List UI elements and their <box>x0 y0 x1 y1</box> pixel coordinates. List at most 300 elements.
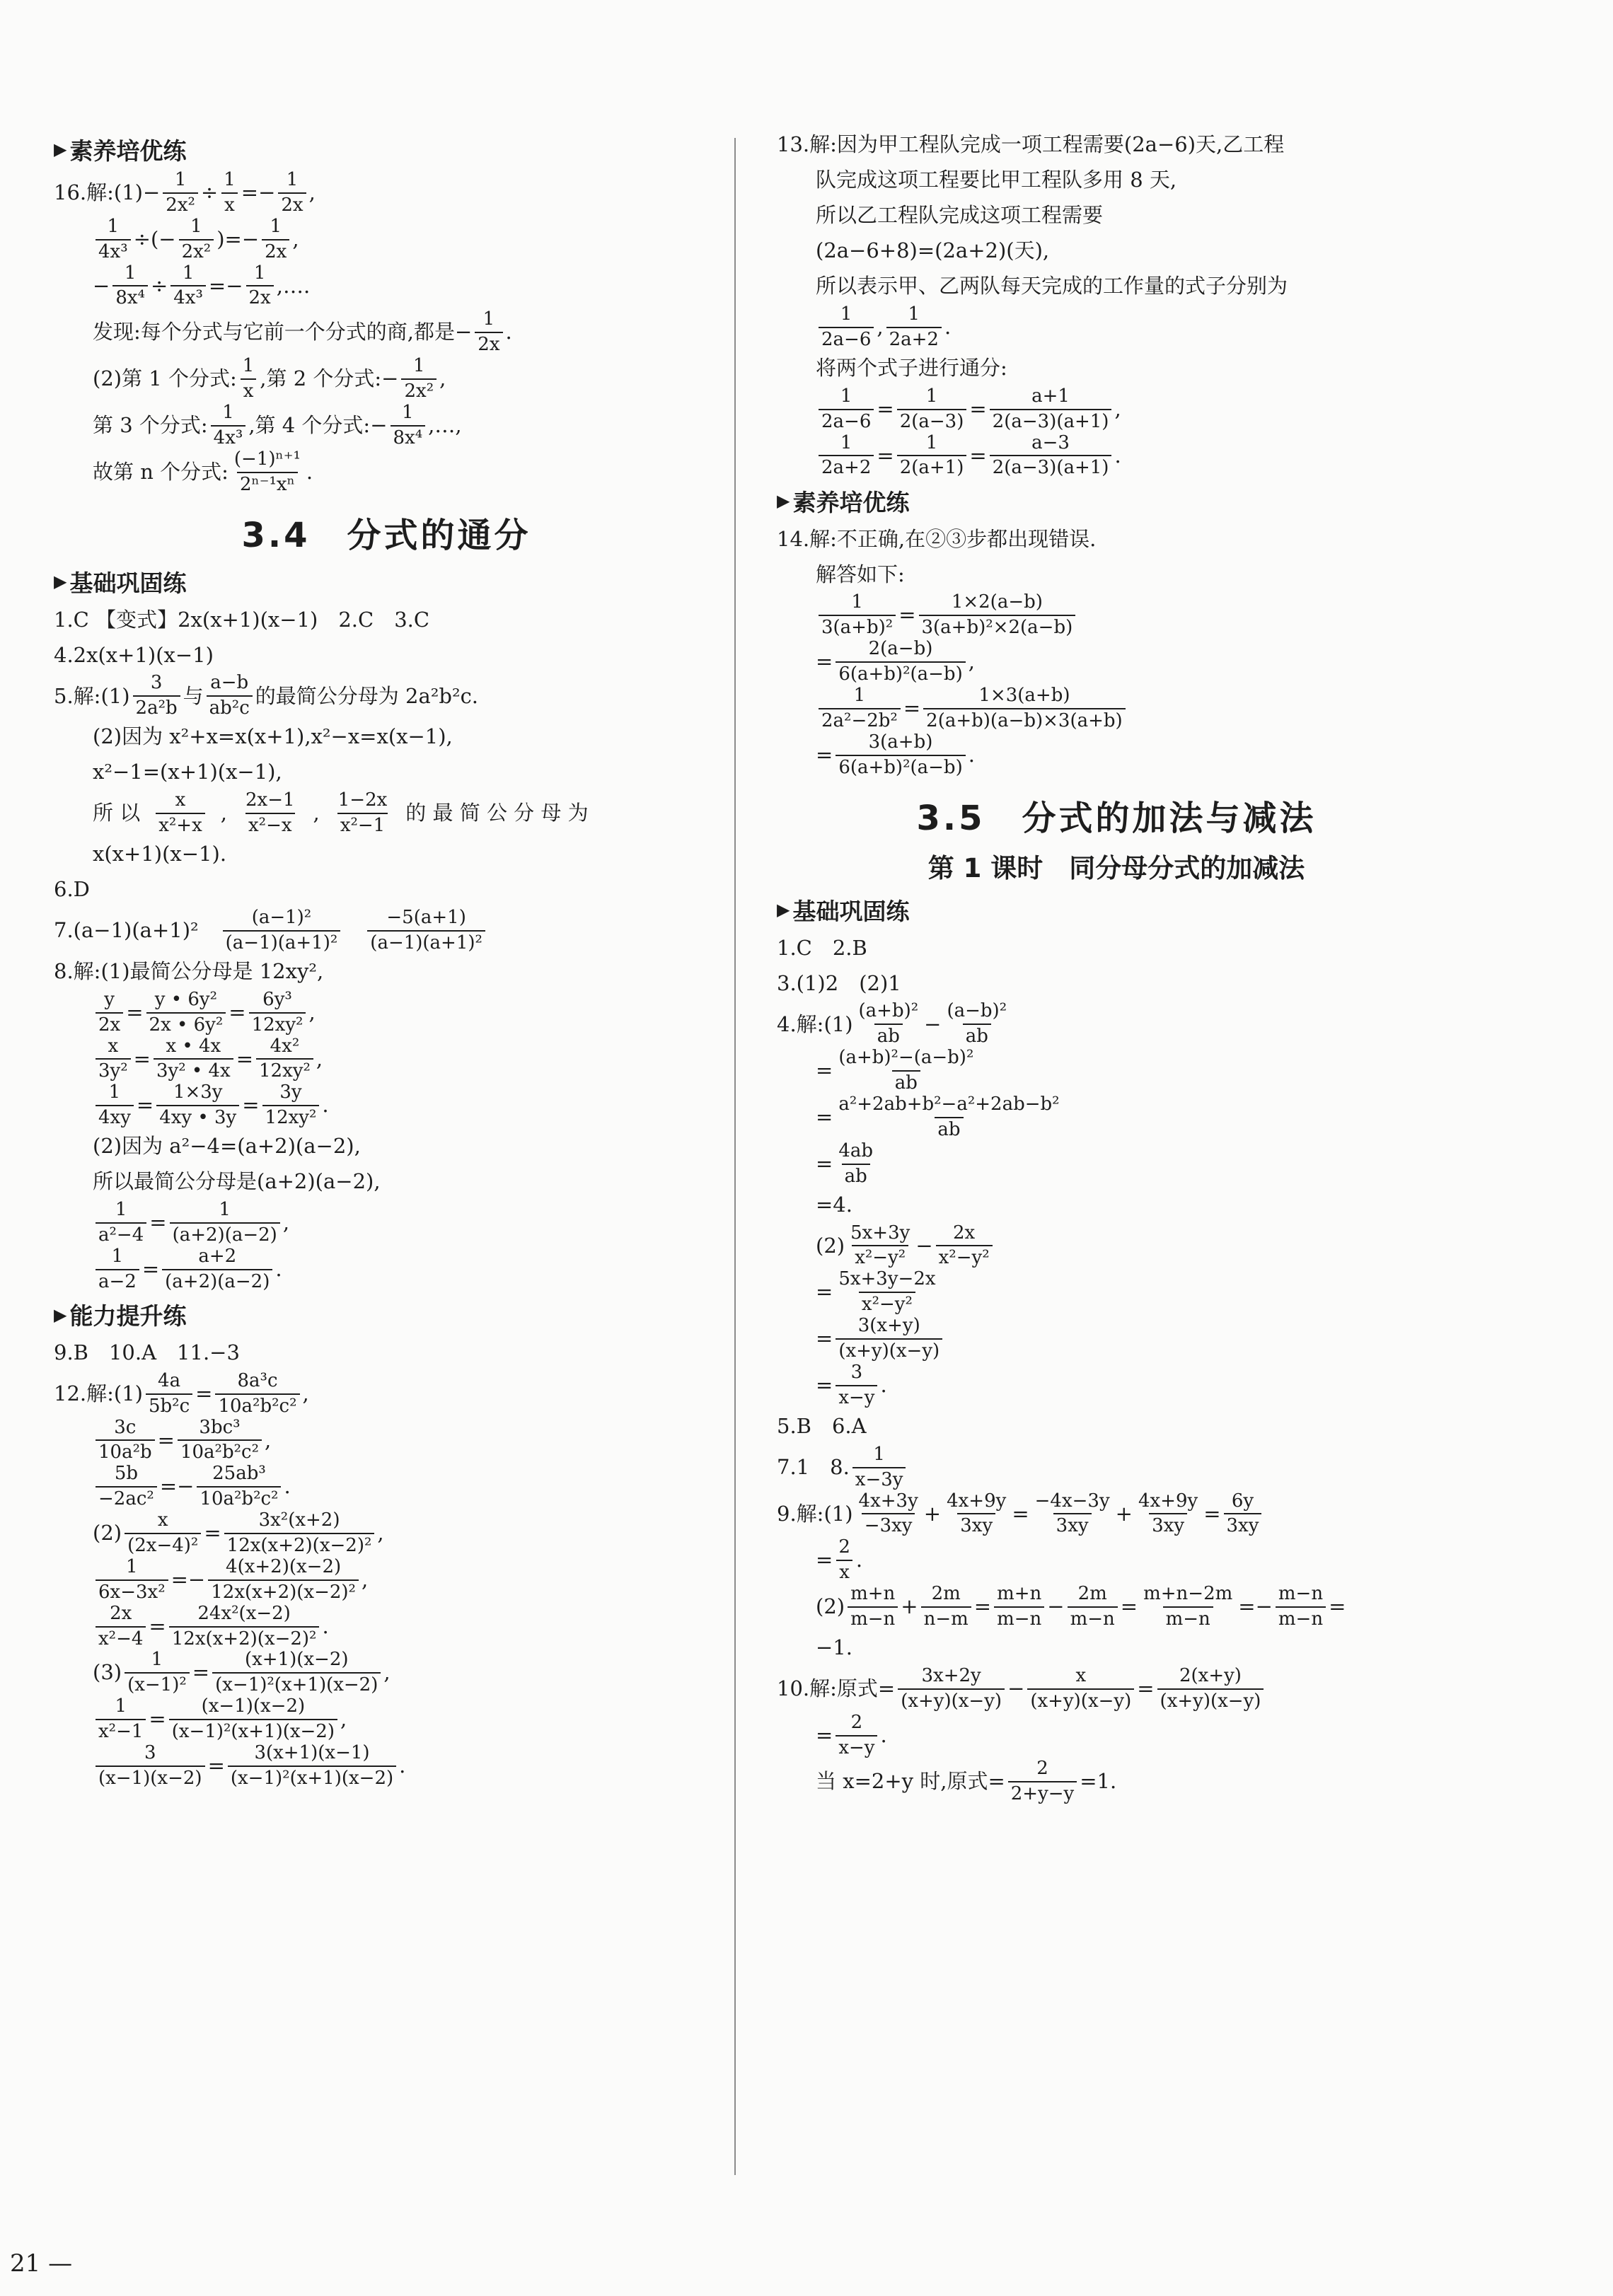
denominator: ab <box>842 1164 870 1188</box>
denominator: x²−y² <box>852 1245 908 1269</box>
fraction <box>836 1362 877 1409</box>
fraction <box>96 1463 157 1510</box>
numerator: 3 <box>850 1361 863 1383</box>
denominator: 6(a+b)²(a−b) <box>836 755 965 779</box>
fraction <box>96 1604 146 1650</box>
fraction <box>852 1444 906 1491</box>
answer-13-line-4: (2a−6+8)=(2a+2)(天), <box>816 238 1050 263</box>
lesson-title: 第 1 课时 同分母分式的加减法 <box>927 853 1305 884</box>
fraction <box>96 1082 134 1129</box>
denominator: 3y² <box>96 1058 131 1082</box>
numerator: 1 <box>873 1443 885 1465</box>
fraction <box>223 908 341 954</box>
numerator: 1 <box>853 684 866 706</box>
denominator: 12xy² <box>262 1105 320 1129</box>
denominator: (a−1)(a+1)² <box>367 930 485 954</box>
math-text: . <box>505 320 512 344</box>
fraction <box>898 1666 1005 1712</box>
denominator: (a+2)(a−2) <box>170 1222 280 1246</box>
answer-9-line-1: 9.解:(1) $\frac{4x+3y}{-3xy}$ + $\frac{4x+9y}{3xy}$ = $\frac{-4x-3y}{3xy}$ + $\frac{4x+9y}{3xy}$ = $\frac{6y}{3xy}$ <box>777 1491 1456 1538</box>
answer-16-line-7 <box>54 449 719 496</box>
math-text: ÷ <box>200 180 219 205</box>
fraction <box>1135 1491 1201 1538</box>
denominator: 2a²−2b² <box>819 708 901 732</box>
fraction <box>169 1604 320 1650</box>
denominator: ab²c <box>207 695 253 719</box>
numerator: 1 <box>242 355 255 377</box>
denominator: x <box>836 1560 852 1584</box>
numerator: (−1)ⁿ⁺¹ <box>233 448 301 470</box>
denominator: 6x−3x² <box>96 1579 168 1604</box>
answer-5-6: 5.B 6.A <box>777 1413 867 1438</box>
denominator: 3(a+b)² <box>819 615 896 639</box>
math-text: . <box>1114 443 1121 468</box>
answer-8-line-7: $\frac{1}{\text{a²−4}}$ = $\frac{1}{(a+2)(a-2)}$ , <box>54 1200 719 1246</box>
fraction <box>96 990 123 1036</box>
numerator: a+2 <box>198 1245 237 1267</box>
numerator: m+n <box>850 1583 896 1605</box>
fraction <box>249 990 306 1036</box>
numerator: 2m <box>931 1583 961 1605</box>
denominator: x−3y <box>852 1467 906 1491</box>
fraction <box>819 386 874 433</box>
denominator: (x−1)²(x+1)(x−2) <box>228 1766 396 1790</box>
denominator: 10a²b <box>96 1439 155 1463</box>
answer-7 <box>54 908 719 954</box>
math-text: 4.解:(1) <box>777 1011 853 1036</box>
denominator: ab <box>935 1117 963 1141</box>
numerator: 1×2(a−b) <box>951 591 1043 613</box>
fraction <box>936 1223 993 1270</box>
numerator: 1 <box>413 355 425 377</box>
fraction <box>96 1036 131 1083</box>
answer-5-line-5: x(x+1)(x−1). <box>93 842 227 866</box>
math-text: , <box>1114 396 1121 421</box>
denominator: 3y² • 4x <box>154 1058 233 1082</box>
denominator: 4xy <box>96 1105 134 1129</box>
denominator: a²−4 <box>96 1222 146 1246</box>
math-text: (2) <box>93 1521 122 1546</box>
numerator: 4x+9y <box>947 1490 1007 1512</box>
numerator: a−b <box>210 672 249 694</box>
denominator: 2x <box>96 1012 123 1036</box>
denominator: 3xy <box>1149 1513 1187 1537</box>
numerator: 3 <box>150 672 163 694</box>
answer-13-line-3: 所以乙工程队完成这项工程需要 <box>816 203 1104 228</box>
fraction <box>197 1463 281 1510</box>
numerator: 1 <box>190 215 202 237</box>
math-text: 能力提升练 <box>69 1302 187 1330</box>
denominator: (a+2)(a−2) <box>162 1269 272 1293</box>
answer-5-line-2: (2)因为 x²+x=x(x+1),x²−x=x(x−1), <box>93 724 453 749</box>
fraction <box>96 1557 168 1604</box>
math-text: 12.解:(1) <box>54 1381 143 1405</box>
fraction <box>836 639 965 685</box>
numerator: x <box>157 1509 168 1531</box>
fraction <box>848 1584 898 1630</box>
math-text: 10.解:原式= <box>777 1676 896 1700</box>
answer-9-line-3: (2) $\frac{m+n}{m-n}$ + $\frac{2m}{n-m}$ = $\frac{m+n}{m-n}$ − $\frac{2m}{m-n}$ = $\frac{m+n-2m}{m-n}$ =− $\frac{m-n}{m-n}$ = <box>816 1583 1346 1630</box>
page-number: 21 — <box>10 2249 73 2278</box>
math-text: , <box>308 999 316 1024</box>
fraction <box>836 1094 1062 1141</box>
play-icon: ▶ <box>777 491 790 511</box>
answer-8-line-2: $\frac{y}{2x}$ = $\frac{\text{y • 6y²}}{\text{2x • 6y²}}$ = $\frac{\text{6y³}}{\text{12xy²}}$ , <box>54 990 719 1036</box>
numerator: 1 <box>840 385 852 407</box>
fraction <box>146 990 226 1036</box>
math-text: =− <box>241 180 276 205</box>
numerator: 5x+3y−2x <box>838 1268 936 1290</box>
numerator: 1 <box>482 308 495 330</box>
answer-14-line-3: $\frac{1}{\text{3(a+b)²}}$ = $\frac{1\times 2(a-b)}{\text{3(a+b)²×2(a−b)}}$ <box>777 592 1456 639</box>
math-text: , <box>220 801 227 825</box>
denominator: 8x⁴ <box>112 285 148 309</box>
numerator: y <box>104 988 115 1010</box>
fraction <box>162 1246 272 1293</box>
fraction <box>1157 1666 1264 1712</box>
math-text: . <box>275 1256 282 1281</box>
denominator: x²−1 <box>96 1719 146 1743</box>
numerator: 1 <box>222 401 234 423</box>
numerator: 1 <box>107 215 120 237</box>
numerator: 2x <box>953 1222 976 1243</box>
numerator: 3(a+b) <box>868 731 933 753</box>
numerator: 3(x+y) <box>857 1315 920 1337</box>
numerator: x <box>108 1035 119 1057</box>
play-icon: ▶ <box>54 572 67 592</box>
answer-4-line-4: = $\frac{4ab}{ab}$ <box>777 1141 1456 1188</box>
numerator: (a+b)² <box>858 1000 919 1022</box>
numerator: 1 <box>840 303 852 325</box>
answer-13-line-6 <box>777 304 1456 351</box>
numerator: (a+b)²−(a−b)² <box>838 1047 974 1069</box>
answer-12-line-1: 12.解:(1) $\frac{4a}{\text{5b²c}}$ = $\frac{\text{8a³c}}{\text{10a²b²c²}}$ , <box>54 1369 309 1417</box>
answer-16-line-2 <box>54 216 719 263</box>
numerator: 2x <box>110 1602 132 1624</box>
math-text: (2)第 1 个分式: <box>93 366 237 391</box>
numerator: 3(x+1)(x−1) <box>254 1741 370 1763</box>
denominator: x <box>241 378 257 402</box>
numerator: 3bc³ <box>199 1416 241 1438</box>
answer-13-line-8: $\frac{1}{2a-6}$ = $\frac{1}{2(a-3)}$ = $\frac{a+1}{2(a-3)(a+1)}$ , <box>777 386 1456 433</box>
answer-4-line-7: = $\frac{5x+3y-2x}{\text{x²−y²}}$ <box>777 1269 1456 1316</box>
play-icon: ▶ <box>777 900 790 920</box>
math-text: 素养培优练 <box>69 137 187 165</box>
denominator: m−n <box>1163 1606 1213 1630</box>
denominator: 2a−6 <box>819 409 874 433</box>
numerator: 1 <box>182 262 195 284</box>
numerator: 4x+9y <box>1138 1490 1198 1512</box>
numerator: (x−1)(x−2) <box>201 1695 306 1717</box>
numerator: 1 <box>286 169 299 190</box>
chapter-title-3-4: 3.4 分式的通分 <box>241 516 531 556</box>
section-heading-jichu <box>54 564 719 599</box>
math-text: , <box>361 1567 369 1591</box>
fraction <box>919 592 1076 639</box>
math-text: (2) <box>816 1233 845 1258</box>
math-text: , <box>877 315 884 340</box>
math-text: . <box>880 1372 887 1397</box>
math-text: 7.(a−1)(a+1)² <box>54 918 199 943</box>
numerator: 1 <box>402 401 414 423</box>
numerator: 1 <box>151 1649 163 1671</box>
fraction <box>262 1082 320 1129</box>
denominator: 12x(x+2)(x−2)² <box>208 1579 359 1604</box>
fraction <box>178 1417 262 1464</box>
answer-3: 3.(1)2 (2)1 <box>777 970 901 995</box>
numerator: x <box>175 789 186 811</box>
numerator: 2(a−b) <box>868 638 933 660</box>
answer-4-line-3: = $\frac{\text{a²+2ab+b²−a²+2ab−b²}}{ab}$ <box>777 1094 1456 1141</box>
math-text: , <box>313 801 320 825</box>
numerator: 2m <box>1077 1583 1107 1605</box>
denominator: (x+y)(x−y) <box>1027 1688 1134 1712</box>
denominator: m−n <box>994 1606 1044 1630</box>
denominator: 5b²c <box>146 1393 192 1417</box>
fraction <box>1140 1584 1235 1630</box>
numerator: 5b <box>114 1463 138 1485</box>
answer-5-line-1 <box>54 673 719 719</box>
math-text: , <box>377 1521 384 1546</box>
math-text: ,…, <box>428 412 462 437</box>
answer-4-line-9: = $\frac{3}{x-y}$ . <box>816 1361 887 1408</box>
denominator: 8x⁴ <box>391 425 426 449</box>
answer-14-line-4: = $\frac{2(a-b)}{\text{6(a+b)²(a−b)}}$ , <box>816 638 975 685</box>
numerator: y • 6y² <box>154 988 217 1010</box>
section-heading-jichu-2 <box>777 892 1456 927</box>
denominator: 2x <box>246 285 274 309</box>
column-divider <box>734 138 736 2175</box>
math-text: =− <box>159 1474 195 1499</box>
answer-5-line-3: x²−1=(x+1)(x−1), <box>93 760 282 784</box>
denominator: 4x³ <box>170 285 206 309</box>
math-text: 基础巩固练 <box>792 897 910 925</box>
chapter-title-3-5: 3.5 分式的加法与减法 <box>916 799 1317 839</box>
numerator: m+n−2m <box>1143 1583 1233 1605</box>
denominator: x−y <box>836 1735 877 1759</box>
fraction <box>125 1510 201 1557</box>
math-text: 7.1 8. <box>777 1454 850 1479</box>
math-text: =− <box>1238 1594 1273 1619</box>
fraction <box>923 685 1126 732</box>
numerator: 25ab³ <box>212 1463 266 1485</box>
numerator: 3c <box>114 1416 137 1438</box>
denominator: 12x(x+2)(x−2)² <box>169 1626 320 1650</box>
fraction <box>994 1584 1044 1630</box>
numerator: 4x² <box>270 1035 300 1057</box>
math-text: . <box>306 459 313 484</box>
denominator: 2x <box>278 192 306 216</box>
answer-1-2: 1.C 2.B <box>777 935 867 960</box>
numerator: 3y <box>279 1082 302 1103</box>
math-text: ,第 2 个分式:− <box>260 366 399 391</box>
math-text: − <box>915 1233 933 1258</box>
answer-12-line-2: $\frac{3c}{\text{10a²b}}$ = $\frac{\text{3bc³}}{\text{10a²b²c²}}$ , <box>54 1417 719 1464</box>
numerator: x <box>1075 1664 1087 1686</box>
numerator: 8a³c <box>237 1369 278 1391</box>
math-text: , <box>265 1427 272 1452</box>
fraction <box>156 790 205 837</box>
answer-12-line-3 <box>54 1463 719 1510</box>
fraction <box>246 263 274 310</box>
numerator: 1 <box>840 431 852 453</box>
fraction <box>819 433 874 480</box>
denominator: x²−y² <box>859 1292 915 1316</box>
numerator: 1−2x <box>337 789 388 811</box>
numerator: 3 <box>144 1741 156 1763</box>
fraction <box>96 1743 205 1790</box>
answer-10-line-1: 10.解:原式= $\frac{3x+2y}{(x+y)(x-y)}$ − $\frac{x}{(x+y)(x-y)}$ = $\frac{2(x+y)}{(x+y)(x-y)}$ <box>777 1666 1456 1712</box>
math-text: − <box>924 1011 942 1036</box>
denominator: 3xy <box>1224 1513 1262 1537</box>
fraction <box>169 1696 337 1743</box>
math-text: 的 最 简 公 分 母 为 <box>405 801 589 825</box>
denominator: 3(a+b)²×2(a−b) <box>919 615 1076 639</box>
denominator: ab <box>963 1024 991 1048</box>
math-text: ,第 4 个分式:− <box>248 412 388 437</box>
denominator: (2x−4)² <box>125 1533 201 1557</box>
play-icon: ▶ <box>54 139 67 159</box>
answer-4-line-8: = $\frac{3(x+y)}{(x+y)(x-y)}$ <box>777 1316 1456 1362</box>
math-text: . <box>322 1093 329 1118</box>
fraction <box>886 304 942 351</box>
numerator: 3x²(x+2) <box>258 1509 340 1531</box>
denominator: 2x² <box>163 192 198 216</box>
denominator: 2(a−3)(a+1) <box>990 409 1112 433</box>
denominator: (x+y)(x−y) <box>836 1338 942 1362</box>
right-column <box>777 127 1456 1805</box>
fraction <box>240 356 258 402</box>
numerator: 1 <box>253 262 266 284</box>
fraction <box>96 216 131 263</box>
denominator: 2ⁿ⁻¹xⁿ <box>237 472 298 496</box>
answer-12-line-5 <box>54 1557 719 1604</box>
numerator: 2(x+y) <box>1179 1664 1242 1686</box>
answer-16-line-3 <box>54 263 719 310</box>
fraction <box>367 908 485 954</box>
math-text: 16.解:(1)− <box>54 180 161 205</box>
fraction <box>819 304 874 351</box>
fraction <box>156 1082 239 1129</box>
denominator: n−m <box>921 1606 971 1630</box>
section-heading-suyang-2 <box>777 483 1456 518</box>
answer-9-11: 9.B 10.A 11.−3 <box>54 1340 240 1364</box>
answer-8-line-8: $\frac{1}{a-2}$ = $\frac{a+2}{(a+2)(a-2)}$ . <box>54 1246 719 1293</box>
fraction <box>212 1649 381 1696</box>
denominator: 2x² <box>179 239 214 263</box>
fraction <box>231 449 303 496</box>
answer-13-line-5: 所以表示甲、乙两队每天完成的工作量的式子分别为 <box>816 274 1288 298</box>
math-text: . <box>855 1548 863 1572</box>
denominator: m−n <box>848 1606 898 1630</box>
denominator: 6(a+b)²(a−b) <box>836 661 965 685</box>
numerator: 1 <box>108 1082 121 1103</box>
denominator: 2(a−3)(a+1) <box>990 455 1112 479</box>
numerator: −5(a+1) <box>386 907 466 929</box>
fraction <box>170 1200 280 1246</box>
answer-10-line-2: = $\frac{2}{x-y}$ . <box>816 1711 887 1758</box>
numerator: 2 <box>850 1711 863 1733</box>
denominator: ab <box>892 1070 920 1094</box>
answer-4-line-2: = $\frac{\text{(a+b)²−(a−b)²}}{ab}$ <box>777 1048 1456 1094</box>
answer-16-line-5 <box>54 356 719 402</box>
math-text: . <box>284 1474 291 1499</box>
answer-13-line-9: $\frac{1}{2a+2}$ = $\frac{1}{2(a+1)}$ = $\frac{a-3}{2(a-3)(a+1)}$ . <box>777 433 1456 480</box>
numerator: a²+2ab+b²−a²+2ab−b² <box>838 1094 1060 1115</box>
numerator: 1 <box>908 303 920 325</box>
answer-5-line-4 <box>54 790 719 837</box>
math-text: , <box>383 1660 391 1685</box>
numerator: 1 <box>270 215 282 237</box>
math-text: ,…. <box>276 273 311 298</box>
denominator: 2x² <box>401 378 437 402</box>
numerator: 6y³ <box>262 988 292 1010</box>
denominator: m−n <box>1068 1606 1118 1630</box>
denominator: x <box>221 192 238 216</box>
answer-4: 4.2x(x+1)(x−1) <box>54 642 214 667</box>
numerator: 1 <box>851 591 863 613</box>
math-text: . <box>944 315 952 340</box>
numerator: (a−b)² <box>947 1000 1007 1022</box>
numerator: 2 <box>1036 1758 1048 1780</box>
math-text: )=− <box>216 226 260 251</box>
denominator: (x−1)(x−2) <box>96 1766 205 1790</box>
numerator: 1 <box>224 169 236 190</box>
fraction <box>944 1001 1010 1048</box>
fraction <box>897 433 967 480</box>
fraction <box>836 1316 942 1362</box>
numerator: 2x−1 <box>245 789 295 811</box>
numerator: a−3 <box>1031 431 1070 453</box>
math-text: 第 3 个分式: <box>93 412 208 437</box>
numerator: 1 <box>124 262 137 284</box>
math-text: , <box>316 1046 323 1071</box>
denominator: 2a−6 <box>819 327 874 351</box>
answer-12-line-6: $\frac{2x}{\text{x²−4}}$ = $\frac{\text{24x²(x−2)}}{\text{12x(x+2)(x−2)²}}$ . <box>54 1604 719 1650</box>
fraction <box>836 1048 976 1094</box>
numerator: 1 <box>115 1199 127 1221</box>
denominator: 10a²b²c² <box>178 1439 262 1463</box>
denominator: (x−1)²(x+1)(x−2) <box>212 1672 381 1696</box>
numerator: 1 <box>126 1555 138 1577</box>
fraction <box>224 1510 375 1557</box>
fraction <box>1276 1584 1326 1630</box>
fraction <box>96 1417 155 1464</box>
fraction <box>856 1001 922 1048</box>
numerator: 1×3y <box>173 1082 223 1103</box>
answer-4-line-6 <box>777 1223 1456 1270</box>
fraction <box>836 1712 877 1759</box>
math-text: =1. <box>1080 1769 1117 1794</box>
denominator: 3xy <box>957 1513 995 1537</box>
math-text: 发现:每个分式与它前一个分式的商,都是− <box>93 320 473 344</box>
math-text: (2) <box>816 1594 845 1619</box>
left-column <box>54 127 719 1790</box>
math-text: , <box>282 1210 290 1235</box>
answer-7-8 <box>777 1444 1456 1491</box>
answer-10-line-3 <box>777 1758 1456 1805</box>
numerator: 3x+2y <box>921 1664 981 1686</box>
fraction <box>208 1557 359 1604</box>
numerator: 1 <box>219 1199 231 1221</box>
fraction <box>990 386 1112 433</box>
answer-12-line-8: $\frac{1}{\text{x²−1}}$ = $\frac{(x-1)(x-2)}{\text{(x−1)²(x+1)(x−2)}}$ , <box>54 1696 719 1743</box>
denominator: 2(a−3) <box>897 409 967 433</box>
math-text: , <box>308 180 316 205</box>
fraction <box>278 170 306 216</box>
answer-16-line-4 <box>54 309 719 356</box>
math-text: , <box>302 1381 309 1405</box>
